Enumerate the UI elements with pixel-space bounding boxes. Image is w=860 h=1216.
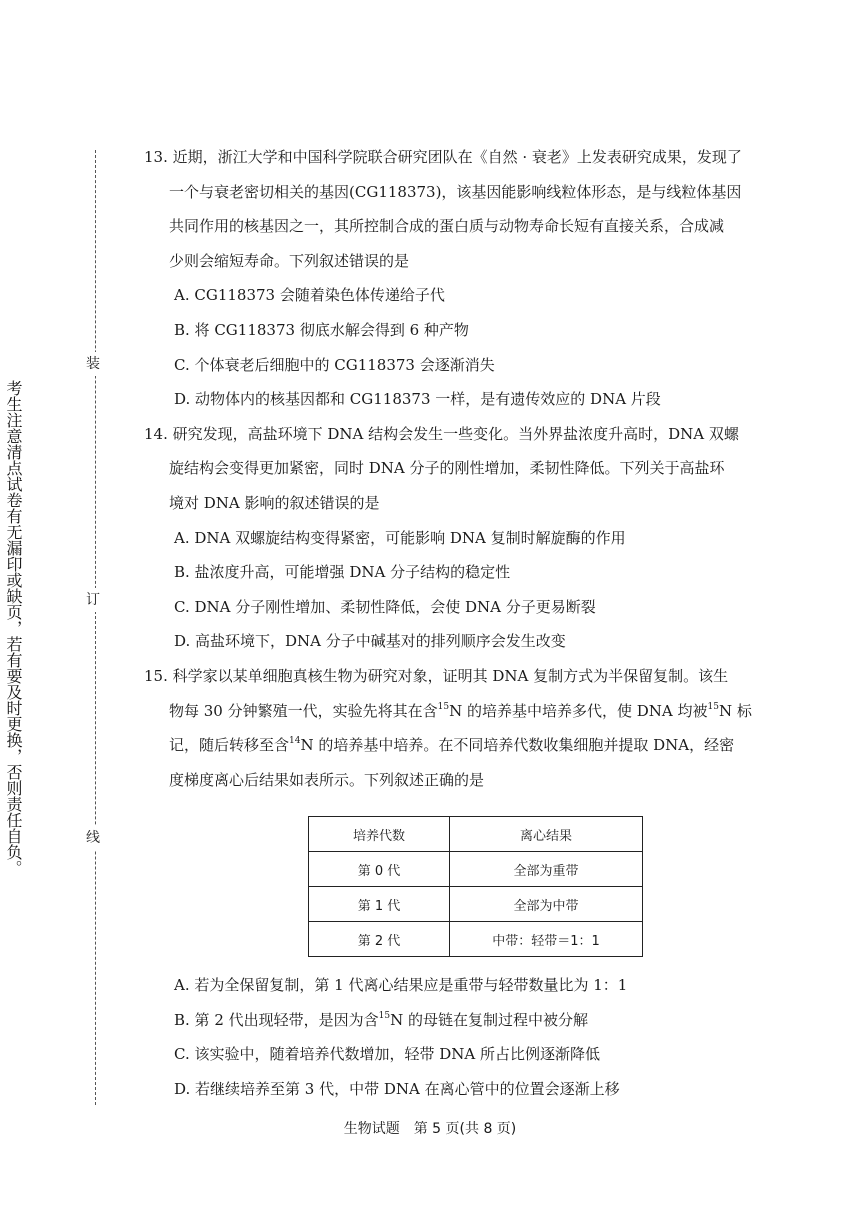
q15-option-d: D. 若继续培养至第 3 代，中带 DNA 在离心管中的位置会逐渐上移	[174, 1079, 620, 1098]
q13-stem-line: 少则会缩短寿命。下列叙述错误的是	[169, 251, 410, 270]
table-cell: 第 0 代	[309, 852, 450, 887]
question-14	[140, 417, 800, 659]
table-cell: 第 2 代	[309, 922, 450, 957]
q13-option-d: D. 动物体内的核基因都和 CG118373 一样，是有遗传效应的 DNA 片段	[174, 390, 661, 409]
text-span: 物每 30 分钟繁殖一代，实验先将其在含	[169, 701, 438, 720]
text-span: N 标	[718, 701, 752, 720]
q13-stem-line: 13. 近期，浙江大学和中国科学院联合研究团队在《自然 · 衰老》上发表研究成果，发现了	[144, 148, 742, 166]
q15-stem-line: 度梯度离心后结果如表所示。下列叙述正确的是	[169, 770, 485, 789]
isotope-superscript: 14	[289, 736, 301, 747]
q13-option-a: A. CG118373 会随着染色体传递给子代	[174, 286, 445, 305]
q13-stem-line: 共同作用的核基因之一，其所控制合成的蛋白质与动物寿命长短有直接关系，合成减	[169, 217, 725, 236]
q14-option-c: C. DNA 分子刚性增加、柔韧性降低，会使 DNA 分子更易断裂	[174, 597, 596, 616]
q14-stem-line: 14. 研究发现，高盐环境下 DNA 结构会发生一些变化。当外界盐浓度升高时，DNA 双螺	[144, 424, 739, 443]
binding-dashed-line	[95, 150, 96, 1105]
q15-options	[140, 968, 800, 1106]
text-span: N 的培养基中培养多代，使 DNA 均被	[449, 701, 708, 720]
q14-option-d: D. 高盐环境下，DNA 分子中碱基对的排列顺序会发生改变	[174, 632, 566, 651]
q13-stem-line: 一个与衰老密切相关的基因(CG118373)，该基因能影响线粒体形态，是与线粒体基因	[169, 182, 742, 201]
table-cell: 第 1 代	[309, 887, 450, 922]
examinee-notice: 考生注意清点试卷有无漏印或缺页，若有要及时更换，否则责任自负。	[4, 380, 23, 876]
q14-stem-line: 旋结构会变得更加紧密，同时 DNA 分子的刚性增加，柔韧性降低。下列关于高盐环	[169, 459, 725, 478]
q13-option-c: C. 个体衰老后细胞中的 CG118373 会逐渐消失	[174, 355, 495, 374]
centrifuge-result-table	[308, 816, 643, 957]
text-span: N 的培养基中培养。在不同培养代数收集细胞并提取 DNA，经密	[300, 736, 735, 755]
isotope-superscript: 15	[378, 1010, 391, 1021]
q15-option-b	[140, 1003, 800, 1038]
text-span: B. 第 2 代出现轻带，是因为含	[174, 1010, 379, 1029]
question-13	[140, 140, 800, 417]
q15-option-c: C. 该实验中，随着培养代数增加，轻带 DNA 所占比例逐渐降低	[174, 1045, 601, 1064]
table-row	[309, 852, 643, 887]
isotope-superscript: 15	[437, 701, 450, 712]
table-header: 培养代数	[309, 817, 450, 852]
q15-stem-line: 15. 科学家以某单细胞真核生物为研究对象，证明其 DNA 复制方式为半保留复制。该生	[144, 666, 729, 685]
isotope-superscript: 15	[707, 701, 719, 712]
table-header-row	[309, 817, 643, 852]
binding-mark-ding: 订	[86, 588, 100, 612]
table-cell: 全部为重带	[450, 852, 643, 887]
question-15	[140, 659, 800, 797]
table-row	[309, 922, 643, 957]
q14-option-a: A. DNA 双螺旋结构变得紧密，可能影响 DNA 复制时解旋酶的作用	[174, 528, 626, 547]
page-footer: 生物试题 第 5 页(共 8 页)	[343, 1121, 517, 1137]
q15-stem-line	[140, 728, 800, 763]
text-span: 记，随后转移至含	[169, 736, 290, 755]
q13-option-b: B. 将 CG118373 彻底水解会得到 6 种产物	[174, 320, 469, 339]
question-area	[140, 140, 800, 797]
text-span: N 的母链在复制过程中被分解	[390, 1010, 588, 1029]
q15-option-a: A. 若为全保留复制，第 1 代离心结果应是重带与轻带数量比为 1：1	[174, 976, 628, 994]
q14-option-b: B. 盐浓度升高，可能增强 DNA 分子结构的稳定性	[174, 563, 511, 582]
table-cell: 全部为中带	[450, 887, 643, 922]
table-header: 离心结果	[450, 817, 643, 852]
q14-stem-line: 境对 DNA 影响的叙述错误的是	[169, 493, 380, 512]
binding-mark-zhuang: 装	[86, 352, 100, 376]
table-row	[309, 887, 643, 922]
q15-stem-line	[140, 694, 800, 729]
table-cell: 中带：轻带＝1：1	[450, 922, 643, 957]
binding-mark-xian: 线	[86, 826, 100, 850]
